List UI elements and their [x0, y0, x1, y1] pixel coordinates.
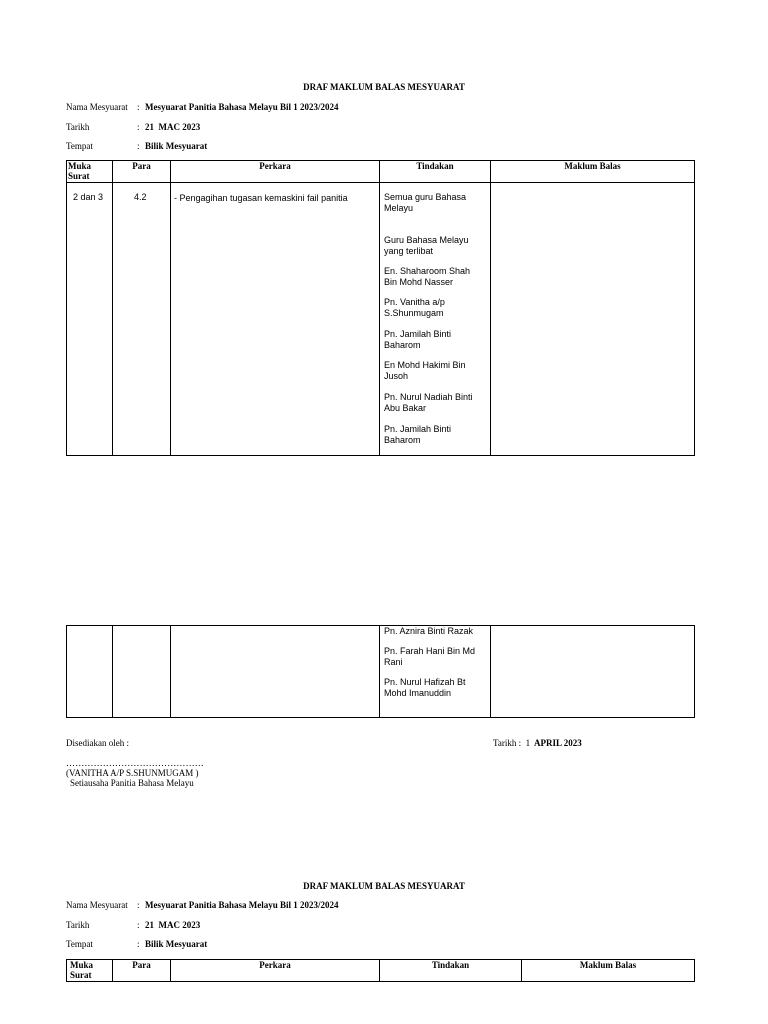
meeting-name-separator: :: [137, 900, 140, 910]
tindakan-item: Pn. Jamilah Binti Baharom: [384, 424, 452, 445]
table-border-left: [66, 160, 67, 456]
cell-muka-surat: 2 dan 3: [73, 192, 104, 202]
table-col-divider: [490, 160, 491, 456]
table-border-right: [694, 625, 695, 718]
signature-line: ………………………………………: [66, 758, 204, 768]
footer-date-value: APRIL 2023: [534, 738, 582, 748]
header-tindakan: Tindakan: [431, 960, 470, 970]
tindakan-item: Pn. Vanitha a/p S.Shunmugam: [384, 297, 445, 318]
date-separator: :: [137, 122, 140, 132]
header-perkara: Perkara: [259, 960, 291, 970]
venue-value: Bilik Mesyuarat: [145, 939, 208, 949]
tindakan-item: En Mohd Hakimi Bin Jusoh: [384, 360, 466, 381]
date-value: 21 MAC 2023: [145, 122, 201, 132]
date-value: 21 MAC 2023: [145, 920, 201, 930]
meeting-name-label: Nama Mesyuarat: [66, 102, 128, 112]
table-border-bottom: [66, 455, 695, 456]
header-tindakan: Tindakan: [416, 161, 454, 171]
signatory-name: (VANITHA A/P S.SHUNMUGAM ): [66, 768, 199, 778]
header-maklum-balas: Maklum Balas: [564, 161, 621, 171]
header-perkara: Perkara: [259, 161, 291, 171]
table-border-bottom: [66, 717, 695, 718]
tindakan-item: Pn. Nurul Hafizah Bt Mohd Imanuddin: [384, 677, 466, 698]
document-title: DRAF MAKLUM BALAS MESYUARAT: [303, 82, 465, 92]
venue-label: Tempat: [66, 939, 93, 949]
signatory-position: Setiausaha Panitia Bahasa Melayu: [70, 778, 194, 788]
header-maklum-balas: Maklum Balas: [579, 960, 637, 970]
meeting-name-separator: :: [137, 102, 140, 112]
table-border-right: [694, 959, 695, 982]
venue-separator: :: [137, 141, 140, 151]
venue-label: Tempat: [66, 141, 93, 151]
cell-para: 4.2: [134, 192, 147, 202]
date-separator: :: [137, 920, 140, 930]
table-border-top: [66, 625, 695, 626]
venue-separator: :: [137, 939, 140, 949]
header-muka-surat: Muka Surat: [70, 960, 94, 980]
tindakan-item: Pn. Nurul Nadiah Binti Abu Bakar: [384, 392, 473, 413]
table-col-divider: [112, 160, 113, 456]
table-header-divider: [66, 182, 695, 183]
date-label: Tarikh: [66, 920, 90, 930]
meeting-name-label: Nama Mesyuarat: [66, 900, 128, 910]
table-col-divider: [170, 160, 171, 456]
date-label: Tarikh: [66, 122, 90, 132]
table-col-divider: [170, 625, 171, 718]
tindakan-item: En. Shaharoom Shah Bin Mohd Nasser: [384, 266, 471, 287]
meeting-name-value: Mesyuarat Panitia Bahasa Melayu Bil 1 2023/2024: [145, 102, 339, 112]
header-para: Para: [132, 161, 151, 171]
cell-perkara: - Pengagihan tugasan kemaskini fail panitia: [174, 193, 348, 203]
prepared-by-label: Disediakan oleh :: [66, 738, 129, 748]
table-col-divider: [379, 160, 380, 456]
tindakan-item: Semua guru Bahasa Melayu: [384, 192, 467, 213]
table-border-left: [66, 625, 67, 718]
tindakan-item: Pn. Farah Hani Bin Md Rani: [384, 646, 476, 667]
document-title: DRAF MAKLUM BALAS MESYUARAT: [303, 881, 465, 891]
table-col-divider: [379, 625, 380, 718]
table-border-left: [66, 959, 67, 982]
table-header-divider: [66, 981, 695, 982]
table-border-right: [694, 160, 695, 456]
header-para: Para: [132, 960, 151, 970]
tindakan-item: Pn. Aznira Binti Razak: [384, 626, 474, 636]
tindakan-item: Pn. Jamilah Binti Baharom: [384, 329, 452, 350]
table-col-divider: [112, 625, 113, 718]
header-muka-surat: Muka Surat: [68, 161, 92, 181]
meeting-name-value: Mesyuarat Panitia Bahasa Melayu Bil 1 2023/2024: [145, 900, 339, 910]
venue-value: Bilik Mesyuarat: [145, 141, 208, 151]
tindakan-item: Guru Bahasa Melayu yang terlibat: [384, 235, 469, 256]
footer-date-label: Tarikh : 1: [493, 738, 531, 748]
table-col-divider: [490, 625, 491, 718]
